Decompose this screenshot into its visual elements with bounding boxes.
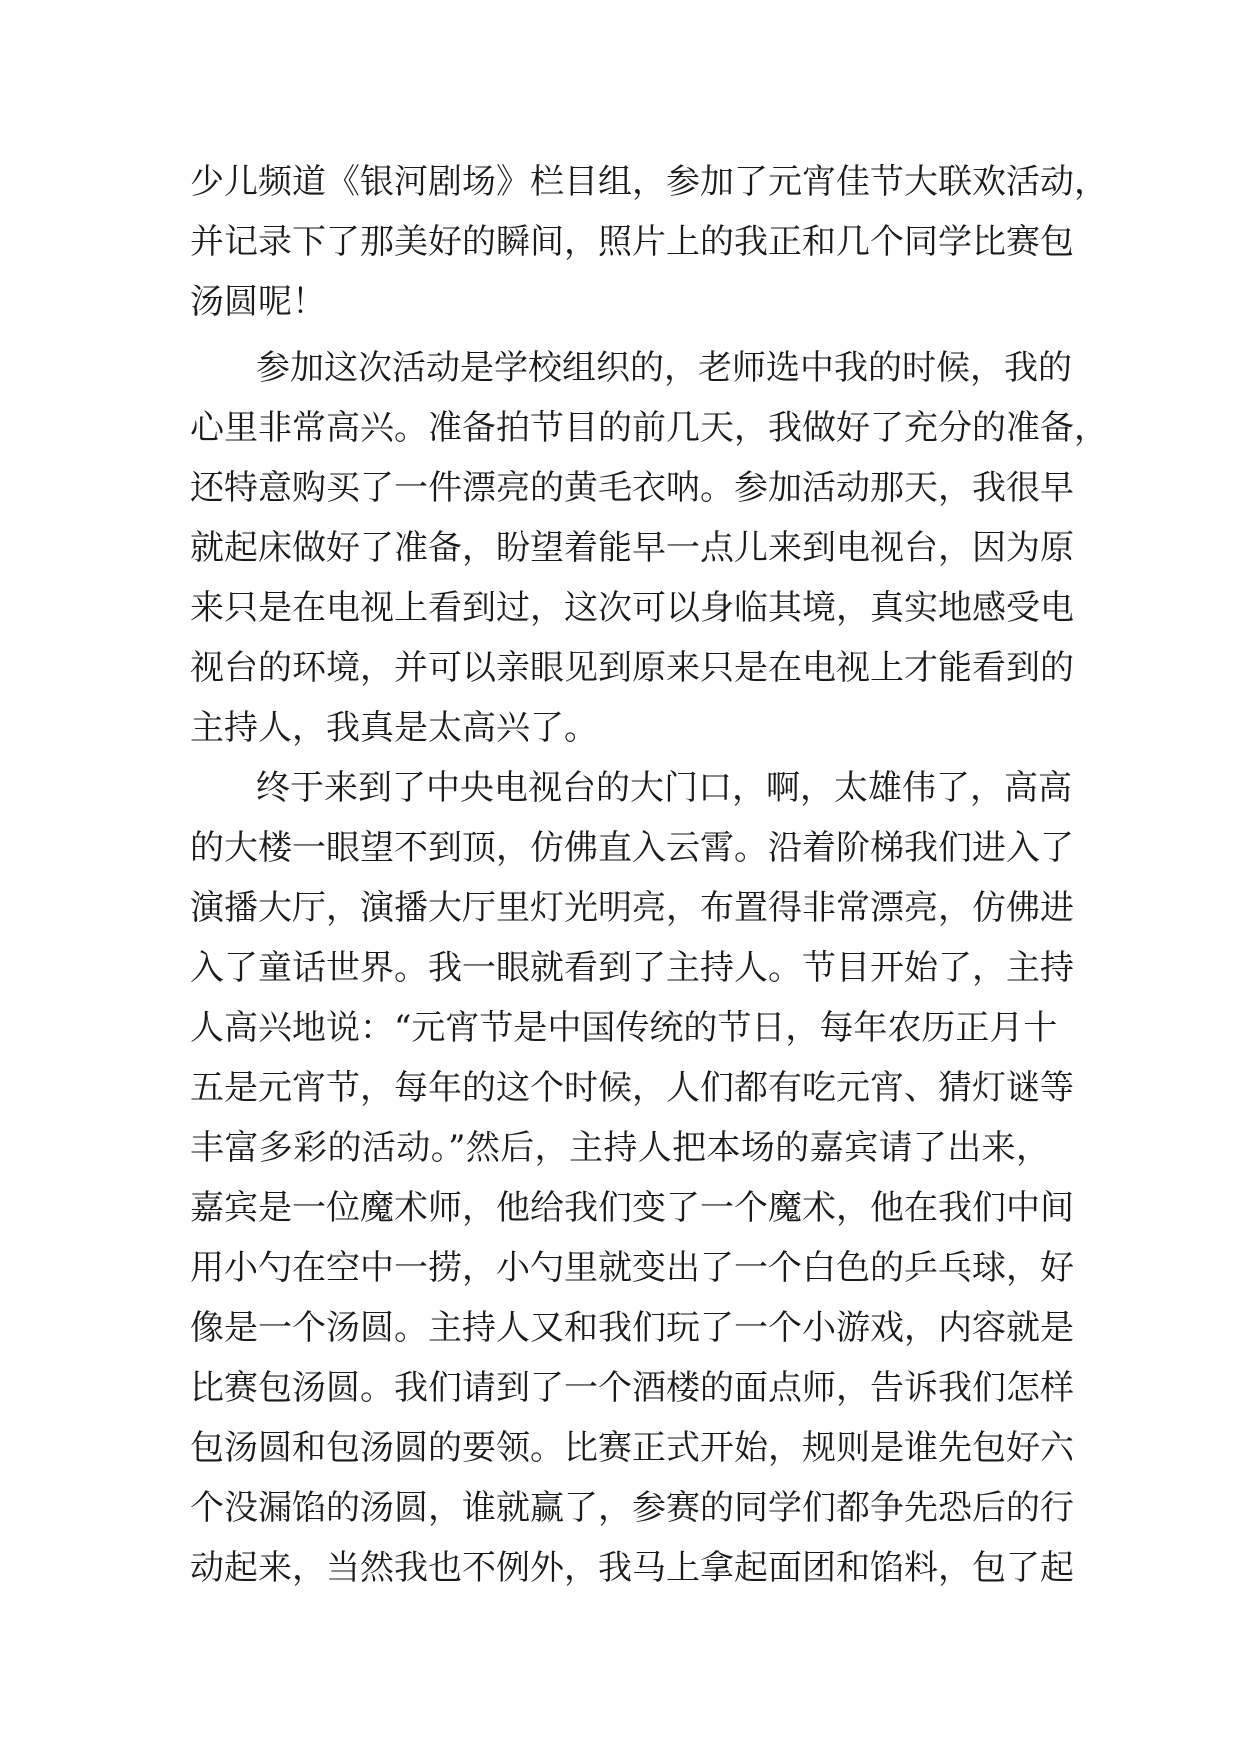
paragraph [190,152,1108,332]
text-line: 主持人，我真是太高兴了。 [190,708,598,748]
text-line: 视台的环境，并可以亲眼见到原来只是在电视上才能看到的 [190,648,1074,688]
text-line: 个没漏馅的汤圆，谁就赢了，参赛的同学们都争先恐后的行 [190,1488,1074,1528]
paragraph [190,338,1108,758]
text-line: 并记录下了那美好的瞬间，照片上的我正和几个同学比赛包 [190,222,1074,262]
text-line: 演播大厅，演播大厅里灯光明亮，布置得非常漂亮，仿佛进 [190,888,1074,928]
text-line: 用小勺在空中一捞，小勺里就变出了一个白色的乒乓球，好 [190,1248,1074,1288]
text-line: 包汤圆和包汤圆的要领。比赛正式开始，规则是谁先包好六 [190,1428,1074,1468]
text-line: 就起床做好了准备，盼望着能早一点儿来到电视台，因为原 [190,528,1074,568]
text-line: 终于来到了中央电视台的大门口，啊，太雄伟了，高高 [256,768,1072,808]
text-line: 的大楼一眼望不到顶，仿佛直入云霄。沿着阶梯我们进入了 [190,828,1074,868]
text-line: 五是元宵节，每年的这个时候，人们都有吃元宵、猜灯谜等 [190,1068,1074,1108]
text-line: 人高兴地说：“元宵节是中国传统的节日，每年农历正月十 [190,1008,1058,1048]
text-line: 丰富多彩的活动。”然后，主持人把本场的嘉宾请了出来， [190,1128,1050,1168]
text-line: 少儿频道《银河剧场》栏目组，参加了元宵佳节大联欢活动， [190,162,1108,202]
document-body [190,152,1108,1598]
text-line: 入了童话世界。我一眼就看到了主持人。节目开始了，主持 [190,948,1074,988]
text-line: 参加这次活动是学校组织的，老师选中我的时候，我的 [256,348,1072,388]
text-line: 来只是在电视上看到过，这次可以身临其境，真实地感受电 [190,588,1074,628]
text-line: 嘉宾是一位魔术师，他给我们变了一个魔术，他在我们中间 [190,1188,1074,1228]
text-line: 比赛包汤圆。我们请到了一个酒楼的面点师，告诉我们怎样 [190,1368,1074,1408]
text-line: 还特意购买了一件漂亮的黄毛衣呐。参加活动那天，我很早 [190,468,1074,508]
text-line: 像是一个汤圆。主持人又和我们玩了一个小游戏，内容就是 [190,1308,1074,1348]
text-line: 动起来，当然我也不例外，我马上拿起面团和馅料，包了起 [190,1548,1074,1588]
paragraph [190,758,1074,1598]
text-line: 汤圆呢！ [190,282,326,322]
text-line: 心里非常高兴。准备拍节目的前几天，我做好了充分的准备， [190,408,1108,448]
